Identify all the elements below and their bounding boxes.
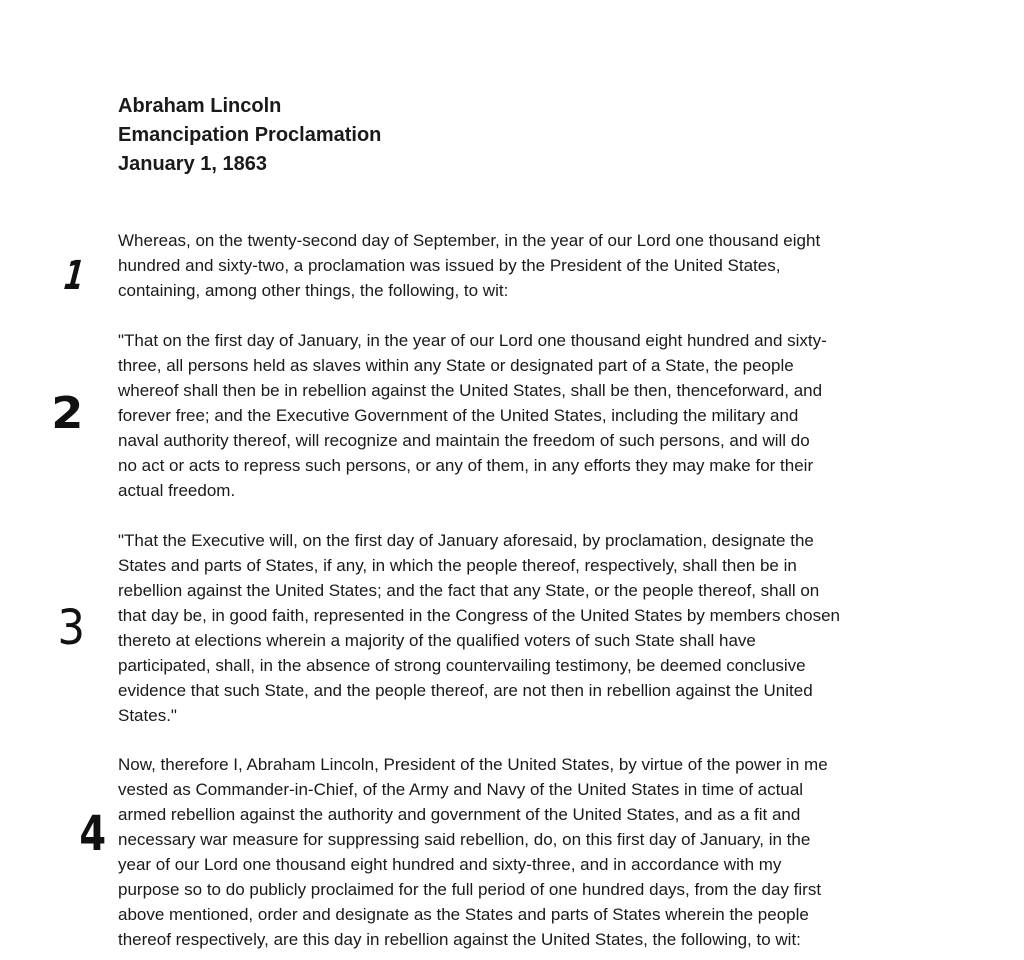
- text-line: containing, among other things, the following, to wit:: [118, 281, 509, 300]
- paragraph-second-quote: [118, 528, 918, 728]
- text-line: that day be, in good faith, represented in the Congress of the United States by members chosen: [118, 606, 840, 625]
- text-line: actual freedom.: [118, 481, 236, 500]
- text-line: States.": [118, 706, 177, 725]
- text-line: forever free; and the Executive Government of the United States, including the military and: [118, 406, 799, 425]
- text-line: rebellion against the United States; and the fact that any State, or the people thereof, shall on: [118, 581, 820, 600]
- text-line: States and parts of States, if any, in which the people thereof, respectively, shall then be in: [118, 556, 797, 575]
- paragraph-now-therefore: [118, 752, 918, 952]
- handwritten-margin-number: 3: [57, 600, 86, 656]
- text-line: naval authority thereof, will recognize and maintain the freedom of such persons, and will do: [118, 431, 810, 450]
- text-line: "That the Executive will, on the first day of January aforesaid, by proclamation, designate the: [118, 531, 814, 550]
- text-line: vested as Commander-in-Chief, of the Army and Navy of the United States in time of actual: [118, 780, 804, 799]
- text-line: necessary war measure for suppressing said rebellion, do, on this first day of January, in the: [118, 830, 811, 849]
- handwritten-margin-number: 4: [79, 806, 107, 862]
- text-line: no act or acts to repress such persons, or any of them, in any efforts they may make for their: [118, 456, 814, 475]
- handwritten-margin-number: 2: [51, 388, 84, 439]
- document-header: [118, 92, 381, 179]
- text-line: Whereas, on the twenty-second day of September, in the year of our Lord one thousand eight: [118, 231, 821, 250]
- text-line: whereof shall then be in rebellion against the United States, shall be then, thenceforward, and: [118, 381, 823, 400]
- text-line: above mentioned, order and designate as the States and parts of States wherein the people: [118, 905, 809, 924]
- text-line: three, all persons held as slaves within any State or designated part of a State, the people: [118, 356, 794, 375]
- document-title: Emancipation Proclamation: [118, 124, 382, 146]
- document-date: January 1, 1863: [118, 153, 267, 175]
- text-line: hundred and sixty-two, a proclamation was issued by the President of the United States,: [118, 256, 781, 275]
- text-line: thereof respectively, are this day in rebellion against the United States, the following, to wit:: [118, 930, 801, 949]
- text-line: armed rebellion against the authority and government of the United States, and as a fit and: [118, 805, 801, 824]
- text-line: year of our Lord one thousand eight hundred and sixty-three, and in accordance with my: [118, 855, 782, 874]
- handwritten-margin-number: 1: [58, 253, 90, 299]
- text-line: evidence that such State, and the people thereof, are not then in rebellion against the United: [118, 681, 813, 700]
- text-line: participated, shall, in the absence of strong countervailing testimony, be deemed conclusive: [118, 656, 806, 675]
- paragraph-whereas: [118, 228, 918, 303]
- text-line: purpose so to do publicly proclaimed for the full period of one hundred days, from the day first: [118, 880, 822, 899]
- text-line: thereto at elections wherein a majority of the qualified voters of such State shall have: [118, 631, 756, 650]
- author-heading: Abraham Lincoln: [118, 95, 282, 117]
- paragraph-first-quote: [118, 328, 918, 503]
- text-line: "That on the first day of January, in the year of our Lord one thousand eight hundred and sixty-: [118, 331, 827, 350]
- text-line: Now, therefore I, Abraham Lincoln, President of the United States, by virtue of the power in me: [118, 755, 828, 774]
